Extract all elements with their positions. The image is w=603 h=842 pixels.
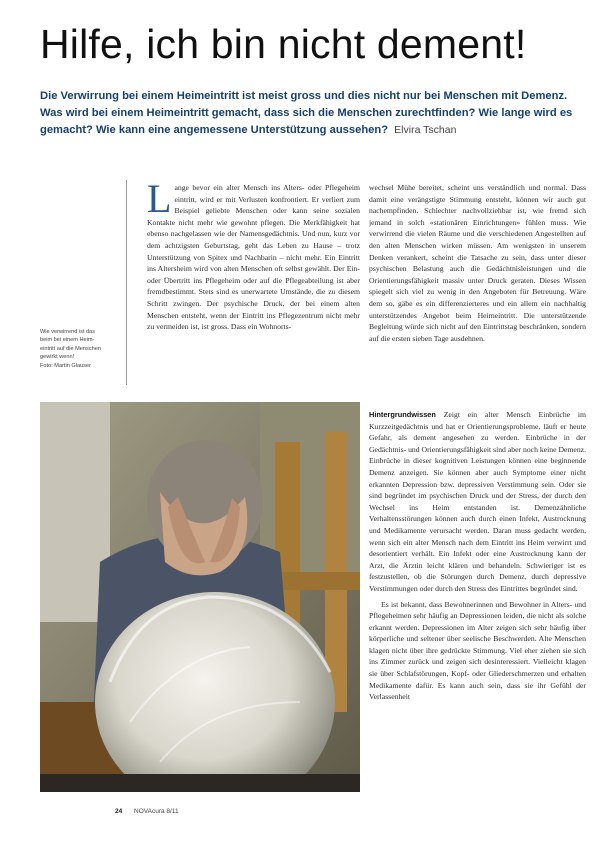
body-column-1 xyxy=(147,182,360,370)
caption-line: beim bei einem Heim- xyxy=(40,337,95,344)
body-text: Zeigt ein alter Mensch Einbrüche im Kurzzeitgedächtnis und hat er Orientierungsprobleme, läuft er heute Gefahr, als dement angesehen zu werden. Einbrüche in der Gedächtnis- und Orientierungsfähigkeit sind aber noch keine Demenz. Einbrüche in dieser kognitiven Leistungen können eine beginnende Demenz anzeigen. Sie können aber auch Symptome einer nicht erkannten Depression bzw. depressiven Verstimmung sein. Oder sie sind begründet im psychischen Druck und der Stress, der durch den Wechsel ins Heim entstanden ist. Demenzähnliche Verhaltensstörungen können auch durch einen Infekt, Austrocknung und Medikamente verursacht werden. Daran muss gedacht werden, wenn sich ein alter Mensch nach dem Eintritt ins Heim verwirrt und desorientiert verhält. Ein Infekt oder eine Austrocknung kann der Arzt, die Ärztin leicht klären und behandeln. Schwieriger ist es festzustellen, ob die Störungen durch Demenz, durch depressive Verstimmungen oder durch den Stress des Eintrittes begründet sind. xyxy=(369,410,586,593)
page-number: 24 xyxy=(115,808,123,815)
page-footer xyxy=(115,808,179,815)
body-paragraph xyxy=(369,409,586,595)
photo-credit: Foto: Martin Glauser xyxy=(40,362,91,369)
body-paragraph: Es ist bekannt, dass Bewohnerinnen und Bewohner in Alters- und Pflegeheimen sehr häufig an Depressionen leiden, die nicht als solche erkannt werden. Depressionen im Alter zeigen sich sehr häufig über körperliche und seltener über seelische Beschwerden. Alte Menschen klagen nicht über ihre gedrückte Stimmung. Viel eher ziehen sie sich ins Zimmer zurück und zeigen sich desinteressiert. Vielleicht klagen sie über Schlafstörungen, Kopf- oder Gliederschmerzen und erhalten Medikamente dafür. Es kann auch sein, dass sie ihr Gefühl der Verlassenheit xyxy=(369,599,586,702)
article-lead xyxy=(40,88,585,138)
body-column-2 xyxy=(369,182,586,394)
author-name: Elvira Tschan xyxy=(394,123,457,136)
caption-line: eintritt auf die Menschen xyxy=(40,345,101,352)
magazine-name: NOVAcura 8/11 xyxy=(134,808,179,815)
caption-line: gewirkt wenn! xyxy=(40,354,75,361)
section-subhead: Hintergrundwissen xyxy=(369,410,436,419)
caption-line: Wie verwirrend ist das xyxy=(40,329,96,335)
drop-cap: L xyxy=(147,182,172,221)
caption-divider xyxy=(126,180,127,385)
body-column-3 xyxy=(369,409,586,819)
body-text: ange bevor ein alter Mensch ins Alters- oder Pflegeheim eintritt, wird er mit Verlusten konfrontiert. Er verliert zum Beispiel geliebte Menschen oder kann seine sozialen Kontakte nicht mehr wie gewohnt pflegen. Die Merkfähigkeit hat ebenso nachgelassen wie der Namensgedächtnis. Und nun, kurz vor dem achtzigsten Geburtstag, geht das Leben zu Hause – trotz Unterstützung von Spitex und Nachbarin – nicht mehr. Ein Eintritt ins Altersheim wird von alten Menschen oft selbst gewählt. Der Ein- oder Übertritt ins Pflegeheim oder auf die Pflegeabteilung ist aber fremdbestimmt. Stets sind es unerwartete Umstände, die zu diesem Schritt zwingen. Der psychische Druck, der bei einem alten Menschen entsteht, wenn der Eintritt ins Pflegezentrum nicht mehr zu vermeiden ist, ist gross. Dass ein Wohnorts- xyxy=(147,183,360,332)
lead-text: Die Verwirrung bei einem Heimeintritt ist meist gross und dies nicht nur bei Menschen mit Demenz. Was wird bei einem Heimeintritt gemacht, dass sich die Menschen zurechtfinden? Wie lange wird es gemacht? Wie kann eine angemessene Unterstützung aussehen? xyxy=(40,90,573,136)
article-title: Hilfe, ich bin nicht dement! xyxy=(40,21,527,67)
article-photo xyxy=(40,402,360,792)
photo-caption xyxy=(40,328,126,370)
photo-illustration xyxy=(40,402,360,792)
body-text: wechsel Mühe bereitet, scheint uns verständlich und normal. Dass damit eine verängstigte Stimmung entsteht, können wir auch gut nachempfinden. Schlechter nachvollziehbar ist, wie fremd sich jemand in solch «stationären Einrichtungen» fühlen muss. Wie verwirrend die vielen Räume und die verschiedenen Angestellten auf den alten Menschen wirken müssen. Am wenigsten in unserem Denken verankert, scheint die Tatsache zu sein, dass unter dieser psychischen Belastung auch die Gedächtnisleistungen und die Orientierungsfähigkeit massiv unter Druck geraten. Dieses Wissen spiegelt sich viel zu wenig in den Angeboten für Betreuung. Wäre dem so, gäbe es ein differenzierteres und ein allem ein nachhaltig unterstützendes Angebot beim Heimeintritt. Die unterstützende Begleitung würde sich nicht auf den Eintrittstag beschränken, sondern auf die ersten sieben Tage ausdehnen. xyxy=(369,183,586,343)
